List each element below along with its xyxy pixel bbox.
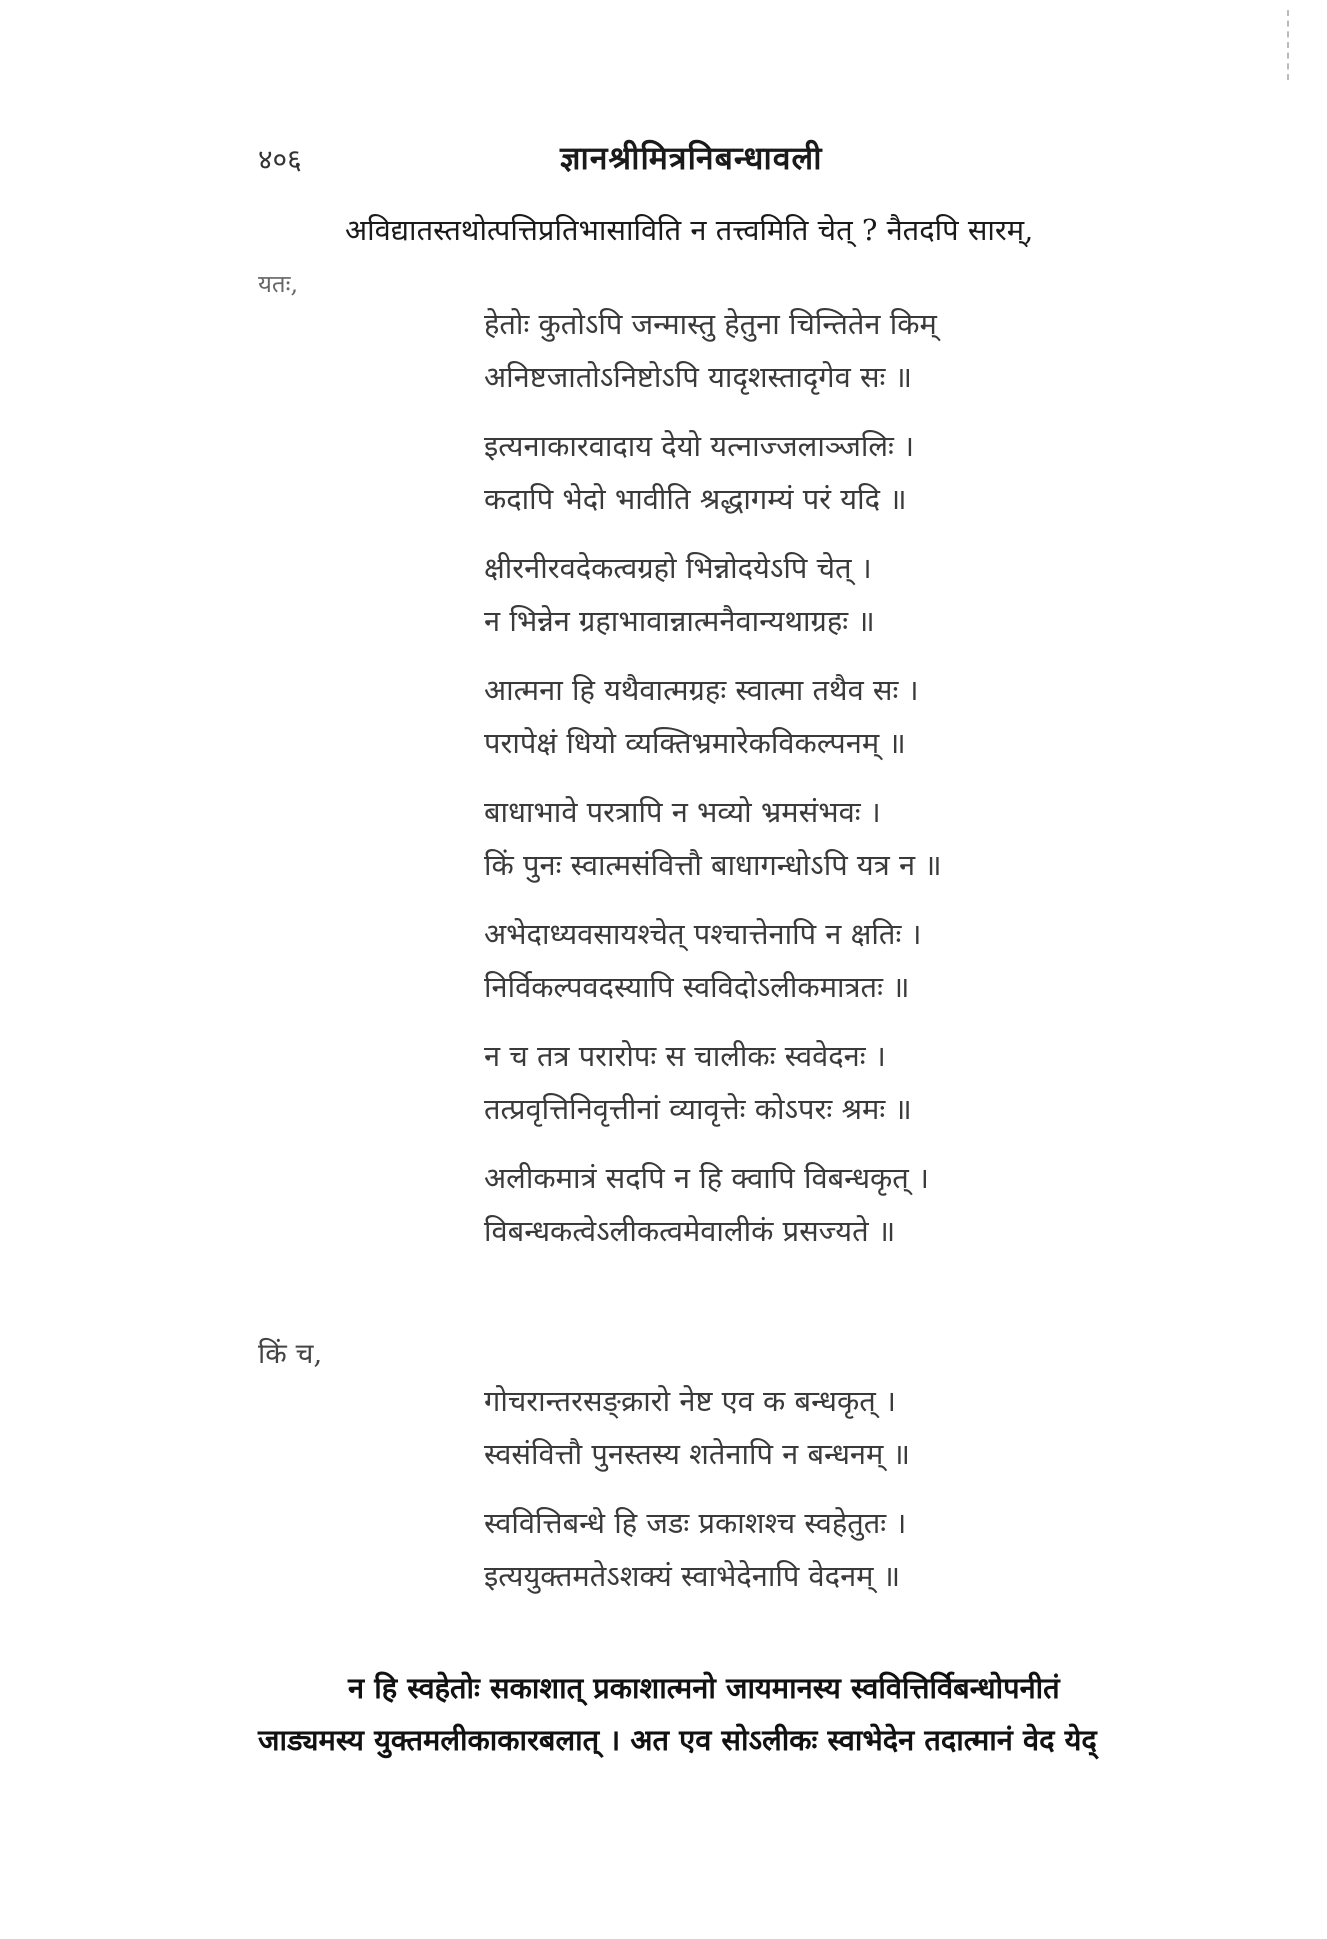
verse-line: कदापि भेदो भावीति श्रद्धागम्यं परं यदि ॥ bbox=[484, 482, 907, 516]
verse bbox=[484, 1152, 1044, 1258]
verse-line: इत्यनाकारवादाय देयो यत्नाज्जलाञ्जलिः । bbox=[484, 429, 915, 463]
closing-line: न हि स्वहेतोः सकाशात् प्रकाशात्मनो जायमानस्य स्ववित्तिर्विबन्धोपनीतं bbox=[348, 1671, 1060, 1705]
verse bbox=[484, 542, 1044, 648]
verse-line: गोचरान्तरसङ्क्रारो नेष्ट एव क बन्धकृत् । bbox=[484, 1384, 896, 1418]
verse bbox=[484, 664, 1044, 770]
verse-block-2 bbox=[484, 1375, 1044, 1603]
verse bbox=[484, 908, 1044, 1014]
opening-prose: अविद्यातस्तथोत्पत्तिप्रतिभासाविति न तत्त्वमिति चेत् ? नैतदपि सारम्, bbox=[345, 213, 1034, 247]
verse-line: बाधाभावे परत्रापि न भव्यो भ्रमसंभवः । bbox=[484, 795, 881, 829]
verse bbox=[484, 420, 1044, 526]
verse-line: आत्मना हि यथैवात्मग्रहः स्वात्मा तथैव सः । bbox=[484, 673, 919, 707]
verse-line: न भिन्नेन ग्रहाभावान्नात्मनैवान्यथाग्रहः ॥ bbox=[484, 604, 875, 638]
verse-line: अनिष्टजातोऽनिष्टोऽपि यादृशस्तादृगेव सः ॥ bbox=[484, 360, 913, 394]
kim-ca-connector: किं च, bbox=[258, 1337, 323, 1370]
verse-line: क्षीरनीरवदेकत्वग्रहो भिन्नोदयेऽपि चेत् । bbox=[484, 551, 872, 585]
page-number: ४०६ bbox=[258, 143, 302, 176]
verse-line: परापेक्षं धियो व्यक्तिभ्रमारेकविकल्पनम् ॥ bbox=[484, 726, 906, 760]
verse-line: स्ववित्तिबन्धे हि जडः प्रकाशश्च स्वहेतुतः । bbox=[484, 1506, 907, 1540]
verse bbox=[484, 1375, 1044, 1481]
verse bbox=[484, 1030, 1044, 1136]
closing-line: जाड्यमस्य युक्तमलीकाकारबलात् । अत एव सोऽलीकः स्वाभेदेन तदात्मानं वेद येद् bbox=[258, 1723, 1097, 1757]
verse-line: स्वसंवित्तौ पुनस्तस्य शतेनापि न बन्धनम् ॥ bbox=[484, 1437, 910, 1471]
verse bbox=[484, 298, 1044, 404]
verse bbox=[484, 786, 1044, 892]
verse-line: अलीकमात्रं सदपि न हि क्वापि विबन्धकृत् । bbox=[484, 1161, 930, 1195]
verse-block-1 bbox=[484, 298, 1044, 1258]
verse-line: विबन्धकत्वेऽलीकत्वमेवालीकं प्रसज्यते ॥ bbox=[484, 1214, 896, 1248]
verse-line: इत्ययुक्तमतेऽशक्यं स्वाभेदेनापि वेदनम् ॥ bbox=[484, 1559, 901, 1593]
opening-continuation: यतः, bbox=[258, 270, 299, 298]
verse-line: न च तत्र परारोपः स चालीकः स्ववेदनः । bbox=[484, 1039, 886, 1073]
verse-line: किं पुनः स्वात्मसंवित्तौ बाधागन्धोऽपि यत्र न ॥ bbox=[484, 848, 942, 882]
verse-line: निर्विकल्पवदस्यापि स्वविदोऽलीकमात्रतः ॥ bbox=[484, 970, 910, 1004]
verse-line: तत्प्रवृत्तिनिवृत्तीनां व्यावृत्तेः कोऽपरः श्रमः ॥ bbox=[484, 1092, 912, 1126]
scan-edge-mark bbox=[1287, 10, 1291, 80]
closing-prose bbox=[258, 1662, 1188, 1766]
verse bbox=[484, 1497, 1044, 1603]
verse-line: हेतोः कुतोऽपि जन्मास्तु हेतुना चिन्तितेन किम् bbox=[484, 307, 937, 341]
running-head-title: ज्ञानश्रीमित्रनिबन्धावली bbox=[560, 139, 823, 177]
verse-line: अभेदाध्यवसायश्चेत् पश्चात्तेनापि न क्षतिः । bbox=[484, 917, 922, 951]
